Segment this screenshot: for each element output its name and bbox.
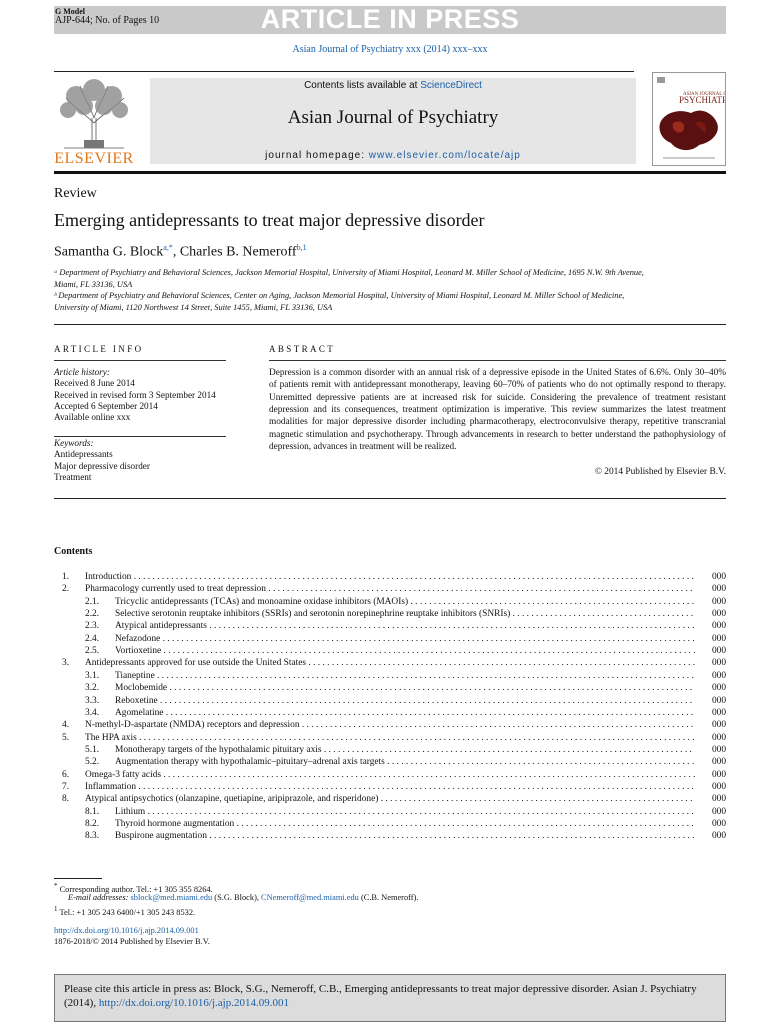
contents-prefix: Contents lists available at xyxy=(304,80,421,91)
toc-entry-number: 3.4. xyxy=(85,707,100,718)
toc-entry-number: 7. xyxy=(62,781,70,792)
toc-entry-title[interactable]: Agomelatine . . . xyxy=(115,707,695,719)
toc-entry-title[interactable]: Augmentation therapy with hypothalamic–pituitary–adrenal axis targets . . . xyxy=(115,756,695,768)
email-link[interactable]: CNemeroff@med.miami.edu xyxy=(261,893,359,902)
divider xyxy=(269,360,726,361)
toc-entry[interactable] xyxy=(0,583,768,595)
journal-cover-thumbnail[interactable] xyxy=(652,72,726,166)
keyword: Antidepressants xyxy=(54,449,113,460)
toc-entry-page: 000 xyxy=(711,683,726,694)
elsevier-wordmark: ELSEVIER xyxy=(54,150,134,167)
toc-entry-title[interactable]: Selective serotonin reuptake inhibitors (SSRIs) and serotonin norepinephrine reuptake inhibitors (SNRIs) . . . xyxy=(115,608,695,620)
email-footnote xyxy=(68,892,418,903)
toc-entry[interactable] xyxy=(0,682,768,694)
abstract-text: Depression is a common disorder with an annual risk of a depressive episode in the United States of 6.6%. Only 30–40% of patients remit with antidepressant monotherapy, leaving 60–70% of patients who do not optimally respond to therapy. Unremitted depressive patients are at increased risk for suicide. Considering the prevalence of treatment resistant depression and its consequences, treatment optimization is imperative. This review summarizes the latest treatment modalities for major depressive disorder including pharmacotherapy, electroconvulsive therapy, repetitive transcranial magnetic stimulation and psychotherapy. Through advancements in research to better understand the pathophysiology of depression, advances in treatment will be realized. xyxy=(269,368,726,453)
toc-entry-page: 000 xyxy=(711,670,726,681)
footnote-mark: * xyxy=(54,882,58,890)
toc-entry-number: 4. xyxy=(62,720,70,731)
toc-entry-page: 000 xyxy=(711,695,726,706)
toc-entry-title[interactable]: Atypical antipsychotics (olanzapine, quetiapine, aripiprazole, and risperidone) . . . xyxy=(85,793,695,805)
toc-entry-title[interactable]: Nefazodone . . . xyxy=(115,633,695,645)
author-affiliation-mark[interactable]: a,* xyxy=(163,243,173,252)
affiliation-b: ᵇ Department of Psychiatry and Behavioral Sciences, Center on Aging, Jackson Memorial Hospital, University of Miami Hospital, Leonard M. Miller School of Medicine, University of Miami, 1120 Northwest 14 Street, Suite 1455, Miami, FL 33136, USA xyxy=(54,291,625,312)
toc-entry-number: 2.4. xyxy=(85,633,100,644)
toc-entry-title[interactable]: Reboxetine . . . xyxy=(115,695,695,707)
toc-entry-title[interactable]: Moclobemide . . . xyxy=(115,682,695,694)
toc-entry-number: 5.2. xyxy=(85,757,100,768)
author-affiliation-mark[interactable]: b,1 xyxy=(296,243,307,252)
toc-entry-number: 8.1. xyxy=(85,806,100,817)
toc-entry-page: 000 xyxy=(711,658,726,669)
keywords xyxy=(54,438,244,483)
toc-entry-number: 8. xyxy=(62,794,70,805)
toc-entry[interactable] xyxy=(0,670,768,682)
toc-entry-page: 000 xyxy=(711,806,726,817)
toc-entry[interactable] xyxy=(0,719,768,731)
abstract-copyright: © 2014 Published by Elsevier B.V. xyxy=(594,467,726,477)
toc-entry-number: 2.2. xyxy=(85,609,100,620)
toc-entry-title[interactable]: Atypical antidepressants . . . xyxy=(115,620,695,632)
keyword: Treatment xyxy=(54,471,92,482)
toc-entry-number: 5. xyxy=(62,732,70,743)
toc-entry-page: 000 xyxy=(711,794,726,805)
toc-entry-page: 000 xyxy=(711,633,726,644)
toc-entry-page: 000 xyxy=(711,707,726,718)
toc-entry-page: 000 xyxy=(711,584,726,595)
history-label: Article history: xyxy=(54,367,110,377)
article-title: Emerging antidepressants to treat major depressive disorder xyxy=(54,210,485,230)
citation-body: Please cite this article in press as: Block, S.G., Nemeroff, C.B., Emerging antidepressants to treat major depressive disorder. Asian J. Psychiatry (2014), xyxy=(64,983,697,1009)
masthead-bottom-rule xyxy=(54,171,726,174)
telephone-text: Tel.: +1 305 243 6400/+1 305 243 8532. xyxy=(59,907,196,917)
toc-entry[interactable] xyxy=(0,620,768,632)
doi-link[interactable]: http://dx.doi.org/10.1016/j.ajp.2014.09.001 xyxy=(54,926,199,935)
toc-entry-title[interactable]: Introduction . . . xyxy=(85,571,695,583)
article-id: AJP-644; No. of Pages 10 xyxy=(55,15,160,26)
journal-cover-icon xyxy=(653,73,725,165)
toc-entry[interactable] xyxy=(0,793,768,805)
toc-entry-page: 000 xyxy=(711,781,726,792)
toc-entry-number: 2.1. xyxy=(85,596,100,607)
article-in-press-text: ARTICLE IN PRESS xyxy=(260,4,520,34)
toc-entry-number: 8.2. xyxy=(85,819,100,829)
toc-entry-page: 000 xyxy=(711,646,726,657)
toc-entry[interactable] xyxy=(0,695,768,707)
toc-entry-title[interactable]: Antidepressants approved for use outside the United States . . . xyxy=(85,657,695,669)
revised-date: Received in revised form 3 September 2014 xyxy=(54,389,216,400)
abstract-heading: ABSTRACT xyxy=(269,344,336,354)
issn-line: 1876-2018/© 2014 Published by Elsevier B.V. xyxy=(54,937,210,946)
toc-entry-number: 2. xyxy=(62,584,70,595)
toc-entry[interactable] xyxy=(0,645,768,657)
toc-entry[interactable] xyxy=(0,769,768,781)
toc-entry-title[interactable]: Omega-3 fatty acids . . . xyxy=(85,769,695,781)
toc-entry-title[interactable]: Pharmacology currently used to treat depression . . . xyxy=(85,583,695,595)
toc-entry-page: 000 xyxy=(711,621,726,632)
toc-entry-title[interactable]: The HPA axis . . . xyxy=(85,732,695,744)
toc-entry[interactable] xyxy=(0,657,768,669)
toc-entry-title[interactable]: Thyroid hormone augmentation . . . xyxy=(115,818,695,830)
author-name[interactable]: Samantha G. Block xyxy=(54,244,164,260)
email-label: E-mail addresses: xyxy=(68,893,129,902)
g-model-label: G Model xyxy=(55,7,85,16)
contents-available-line xyxy=(150,80,636,91)
footnote-rule xyxy=(54,878,102,879)
journal-homepage-line xyxy=(150,150,636,161)
toc-entry-number: 3.3. xyxy=(85,695,100,706)
toc-entry-page: 000 xyxy=(711,831,726,842)
toc-entry-number: 5.1. xyxy=(85,744,100,755)
toc-entry[interactable] xyxy=(0,756,768,768)
toc-entry[interactable] xyxy=(0,818,768,830)
journal-citation-line[interactable]: Asian Journal of Psychiatry xxx (2014) xxx–xxx xyxy=(292,44,488,55)
toc-entry-number: 2.3. xyxy=(85,621,100,632)
article-info-heading: ARTICLE INFO xyxy=(54,344,144,354)
toc-entry-title[interactable]: Buspirone augmentation . . . xyxy=(115,830,695,842)
masthead-top-rule xyxy=(54,71,634,72)
accepted-date: Accepted 6 September 2014 xyxy=(54,400,158,411)
cover-title-top: ASIAN JOURNAL xyxy=(683,92,723,97)
email-note: (S.G. Block), xyxy=(212,893,262,902)
toc-entry[interactable] xyxy=(0,830,768,842)
cover-title: PSYCHIAT xyxy=(679,95,723,105)
citation-text xyxy=(64,982,720,1010)
toc-entry-page: 000 xyxy=(711,769,726,780)
toc-entry-number: 2.5. xyxy=(85,646,100,657)
online-date: Available online xxx xyxy=(54,412,131,423)
toc-entry[interactable] xyxy=(0,633,768,645)
toc-entry[interactable] xyxy=(0,744,768,756)
toc-entry[interactable] xyxy=(0,571,768,583)
article-history xyxy=(54,367,244,423)
toc-entry-page: 000 xyxy=(711,757,726,768)
toc-entry-title[interactable]: Tianeptine . . . xyxy=(115,670,695,682)
keywords-label: Keywords: xyxy=(54,438,94,448)
toc-entry-page: 000 xyxy=(711,819,726,829)
homepage-link[interactable]: www.elsevier.com/locate/ajp xyxy=(368,150,521,161)
toc-entry-page: 000 xyxy=(711,720,726,731)
toc-entry-page: 000 xyxy=(711,572,726,582)
received-date: Received 8 June 2014 xyxy=(54,378,135,389)
toc-entry[interactable] xyxy=(0,732,768,744)
email-link[interactable]: sblock@med.miami.edu xyxy=(130,893,213,902)
toc-entry-title[interactable]: Monotherapy targets of the hypothalamic pituitary axis . . . xyxy=(115,744,695,756)
toc-entry-number: 3.2. xyxy=(85,683,100,694)
article-type: Review xyxy=(54,186,97,201)
toc-entry-title[interactable]: Tricyclic antidepressants (TCAs) and monoamine oxidase inhibitors (MAOIs) . . . xyxy=(115,596,695,608)
author-name[interactable]: Charles B. Nemeroff xyxy=(179,244,297,260)
toc-entry[interactable] xyxy=(0,707,768,719)
toc-entry[interactable] xyxy=(0,608,768,620)
citation-doi-link[interactable]: http://dx.doi.org/10.1016/j.ajp.2014.09.001 xyxy=(98,997,289,1009)
toc-entry-page: 000 xyxy=(711,596,726,607)
divider xyxy=(54,436,226,437)
toc-entry[interactable] xyxy=(0,806,768,818)
journal-title: Asian Journal of Psychiatry xyxy=(287,107,499,128)
author-separator: , xyxy=(172,244,180,260)
toc-entry-title[interactable]: Inflammation . . . xyxy=(85,781,695,793)
author-list xyxy=(54,243,307,261)
toc-entry-number: 3. xyxy=(62,658,70,669)
toc-entry-number: 8.3. xyxy=(85,831,100,842)
divider xyxy=(54,360,226,361)
toc-entry[interactable] xyxy=(0,781,768,793)
toc-entry-number: 1. xyxy=(62,572,70,582)
homepage-prefix: journal homepage: xyxy=(265,150,369,161)
toc-entry-page: 000 xyxy=(711,609,726,620)
toc-entry-page: 000 xyxy=(711,732,726,743)
affiliation-a: ᵃ Department of Psychiatry and Behavioral Sciences, Jackson Memorial Hospital, University of Miami Hospital, Leonard M. Miller School of Medicine, 1695 N.W. 9th Avenue, Miami, FL 33136, USA xyxy=(54,268,644,289)
footnote-mark: 1 xyxy=(54,905,58,913)
sciencedirect-link[interactable]: ScienceDirect xyxy=(420,80,482,91)
toc-entry-number: 6. xyxy=(62,769,70,780)
toc-entry-title[interactable]: Lithium . . . xyxy=(115,806,695,818)
toc-entry-title[interactable]: N-methyl-D-aspartate (NMDA) receptors and depression . . . xyxy=(85,719,695,731)
telephone-footnote xyxy=(54,904,195,918)
divider xyxy=(54,498,726,499)
toc-entry[interactable] xyxy=(0,596,768,608)
toc-entry-title[interactable]: Vortioxetine . . . xyxy=(115,645,695,657)
toc-entry-number: 3.1. xyxy=(85,670,100,681)
contents-heading: Contents xyxy=(54,546,93,557)
toc-entry-page: 000 xyxy=(711,744,726,755)
corresponding-author-text: Corresponding author. Tel.: +1 305 355 8264. xyxy=(59,884,213,894)
keyword: Major depressive disorder xyxy=(54,460,150,471)
divider xyxy=(54,324,726,325)
email-note: (C.B. Nemeroff). xyxy=(358,893,419,902)
